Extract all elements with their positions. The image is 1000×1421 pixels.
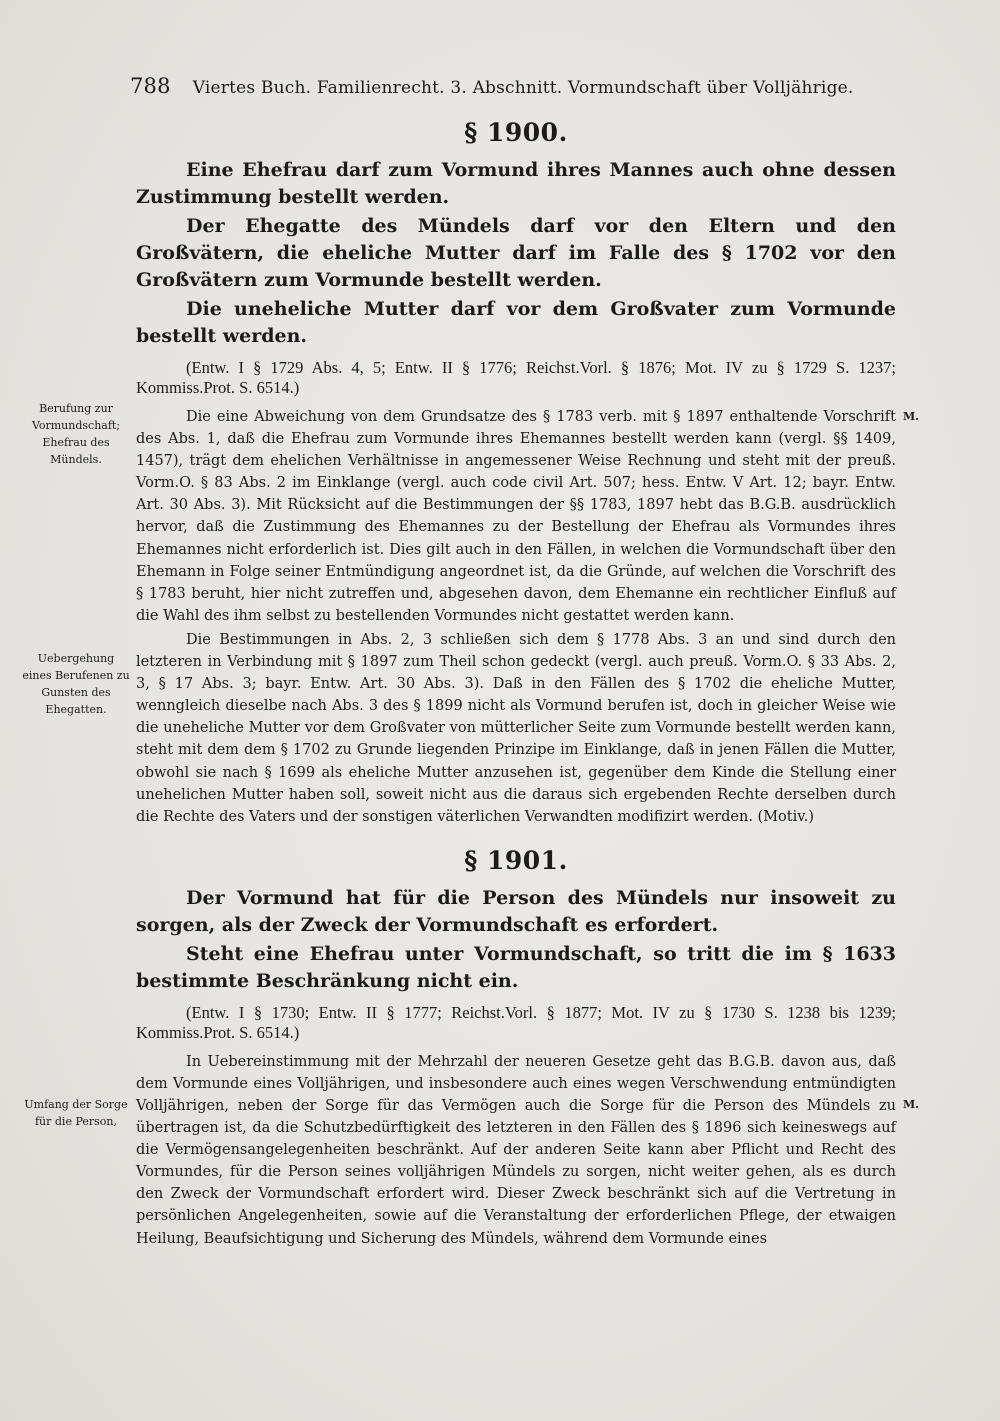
running-header xyxy=(130,74,854,98)
m-mark-motive: M. xyxy=(903,1098,920,1111)
running-title: Viertes Buch. Familienrecht. 3. Abschnitt. Vormundschaft über Volljährige. xyxy=(192,78,854,98)
references: (Entw. I § 1730; Entw. II § 1777; Reichst.Vorl. § 1877; Mot. IV zu § 1730 S. 1238 bis 1239; Kommiss.Prot. S. 6514.) xyxy=(136,1002,896,1042)
law-paragraph: Der Vormund hat für die Person des Mündels nur insoweit zu sorgen, als der Zweck der Vormundschaft es erfordert. xyxy=(136,886,896,936)
commentary-paragraph: In Uebereinstimmung mit der Mehrzahl der neueren Gesetze geht das B.G.B. davon aus, daß dem Vormunde eines Volljährigen, und insbesondere auch eines wegen Verschwendung entmündigten Volljährigen, neben der Sorge für das Vermögen auch die Sorge für die Person des Mündels zu übertragen ist, da die Schutzbedürftigkeit des letzteren in den Fällen des § 1896 sich keineswegs auf die Vermögensangelegenheiten beschränkt. Auf der anderen Seite kann aber Pflicht und Recht des Vormundes, für die Person seines volljährigen Mündels zu sorgen, nicht weiter gehen, als es durch den Zweck der Vormundschaft erfordert wird. Dieser Zweck beschränkt sich auf die Vertretung in persönlichen Angelegenheiten, sowie auf die Veranstaltung der erforderlichen Pflege, der etwaigen Heilung, Beaufsichtigung und Sicherung des Mündels, während dem Vormunde eines xyxy=(136,1053,896,1247)
law-paragraph: Steht eine Ehefrau unter Vormundschaft, so tritt die im § 1633 bestimmte Beschränkung nicht ein. xyxy=(136,942,896,992)
section-title-1900: § 1900. xyxy=(464,118,568,147)
law-paragraph: Der Ehegatte des Mündels darf vor den Eltern und den Großvätern, die eheliche Mutter darf im Falle des § 1702 vor den Großvätern zum Vormunde bestellt werden. xyxy=(136,215,896,291)
commentary-paragraph: Die eine Abweichung von dem Grundsatze des § 1783 verb. mit § 1897 enthaltende Vorschrift des Abs. 1, daß die Ehefrau zum Vormunde ihres Ehemannes bestellt werden kann (vergl. §§ 1409, 1457), trägt dem ehelichen Verhältnisse in angemessener Weise Rechnung und steht mit der preuß. Vorm.O. § 83 Abs. 2 im Einklange (vergl. auch code civil Art. 507; hess. Entw. V Art. 12; bayr. Entw. Art. 30 Abs. 3). Mit Rücksicht auf die Bestimmungen der §§ 1783, 1897 hebt das B.G.B. ausdrücklich hervor, daß die Zustimmung des Ehemannes zu der Bestellung der Ehefrau als Vormundes ihres Ehemannes nicht erforderlich ist. Dies gilt auch in den Fällen, in welchen die Vormundschaft über den Ehemann in Folge seiner Entmündigung angeordnet ist, da die Gründe, auf welchen die Vorschrift des § 1783 beruht, hier nicht zutreffen und, abgesehen davon, dem Ehemanne ein rechtlicher Einfluß auf die Wahl des ihm selbst zu bestellenden Vormundes nicht gestattet werden kann. xyxy=(136,409,896,624)
law-paragraph: Eine Ehefrau darf zum Vormund ihres Mannes auch ohne dessen Zustimmung bestellt werden. xyxy=(136,159,896,208)
section-title-1901: § 1901. xyxy=(464,845,568,875)
law-paragraph: Die uneheliche Mutter darf vor dem Großvater zum Vormunde bestellt werden. xyxy=(136,298,896,347)
margin-note-umfang: Umfang der Sorge für die Person, xyxy=(24,1098,128,1128)
margin-note-berufung: Berufung zur Vormundschaft; Ehefrau des Mündels. xyxy=(31,402,121,466)
main-text xyxy=(136,118,896,1250)
commentary-paragraph: Die Bestimmungen in Abs. 2, 3 schließen sich dem § 1778 Abs. 3 an und sind durch den letzteren in Verbindung mit § 1897 zum Theil schon gedeckt (vergl. auch preuß. Vorm.O. § 33 Abs. 2, 3, § 17 Abs. 3; bayr. Entw. Art. 30 Abs. 3). Daß in den Fällen des § 1702 die eheliche Mutter, wenngleich dieselbe nach Abs. 3 des § 1899 nicht als Vormund berufen ist, doch in gleicher Weise wie die uneheliche Mutter vor dem Großvater von mütterlicher Seite zum Vormunde bestellt werden kann, steht mit dem dem § 1702 zu Grunde liegenden Prinzipe im Einklange, daß in jenen Fällen die Mutter, obwohl sie nach § 1699 als eheliche Mutter anzusehen ist, gegenüber dem Kinde die Stellung einer unehelichen Mutter haben soll, soweit nicht aus die daraus sich ergebenden Rechte derselben durch die Rechte des Vaters und der sonstigen väterlichen Verwandten modifizirt werden. (Motiv.) xyxy=(136,631,896,825)
m-mark-motive: M. xyxy=(903,410,920,423)
page-number: 788 xyxy=(130,74,171,98)
margin-note-uebergehung: Uebergehung eines Berufenen zu Gunsten des Ehegatten. xyxy=(22,652,130,716)
references: (Entw. I § 1729 Abs. 4, 5; Entw. II § 1776; Reichst.Vorl. § 1876; Mot. IV zu § 1729 S. 1237; Kommiss.Prot. S. 6514.) xyxy=(136,358,896,397)
